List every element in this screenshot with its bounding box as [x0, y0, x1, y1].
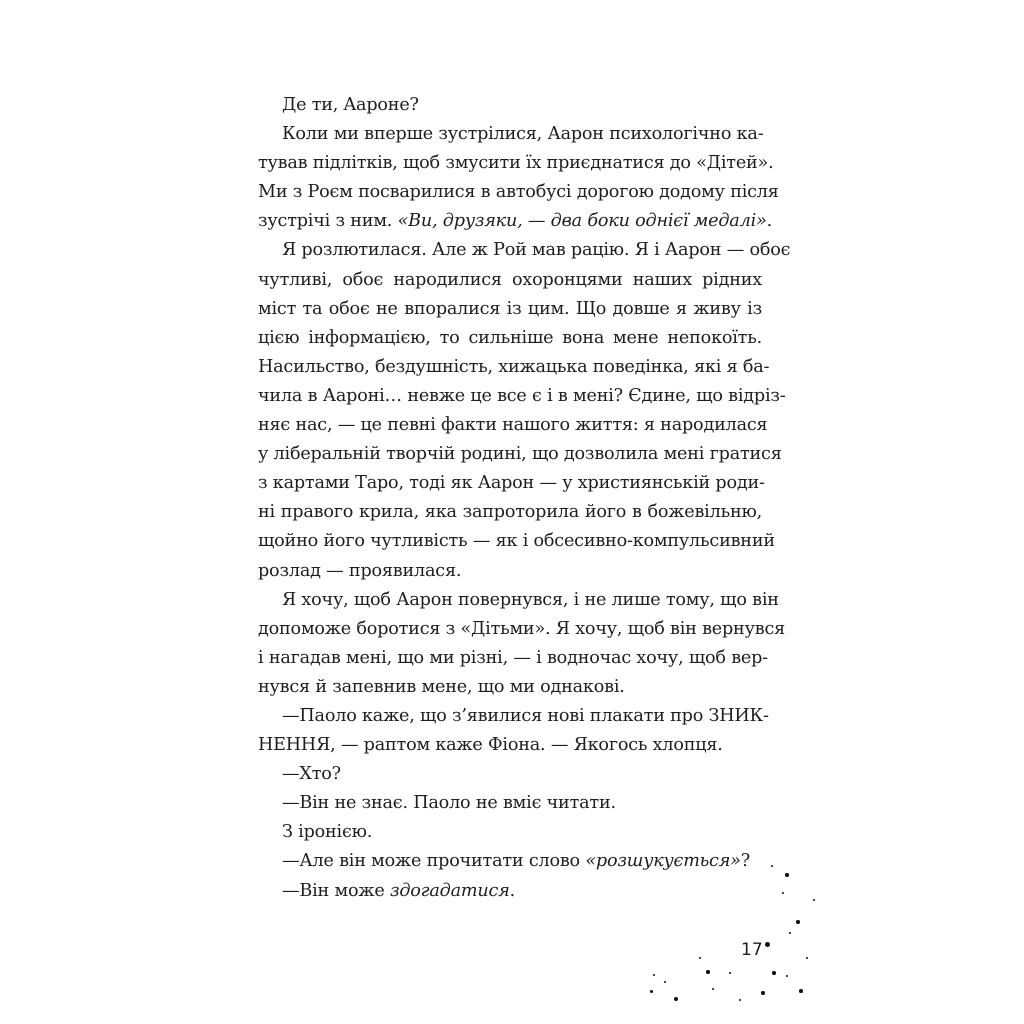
text-span: —Він може [282, 880, 390, 901]
text-span: зустрічі з ним. [258, 211, 398, 232]
text-span: у ліберальній творчій родині, що дозволила мені гратися [258, 444, 782, 465]
text-span: Де ти, Aароне? [282, 95, 419, 115]
text-span: Коли ми вперше зустрілися, Аарон психологічно ка- [282, 124, 764, 145]
dot-icon [785, 873, 789, 877]
text-line [258, 295, 762, 324]
text-span: —Він не знає. Паоло не вміє читати. [282, 793, 616, 814]
dot-icon [699, 957, 701, 959]
text-line [258, 615, 785, 644]
text-span: . [509, 880, 516, 901]
dot-icon [799, 989, 803, 993]
text-line [258, 673, 762, 702]
text-line [258, 469, 765, 498]
page-text [258, 91, 791, 906]
text-span: —Але він може прочитати слово [282, 851, 586, 872]
text-line [258, 411, 768, 440]
text-line [258, 120, 762, 149]
dot-icon [653, 974, 655, 976]
text-line [258, 702, 769, 731]
text-line [258, 236, 791, 265]
text-line [258, 644, 768, 673]
text-span: нувся й запевнив мене, що ми однакові. [258, 676, 625, 697]
text-line [258, 440, 782, 469]
text-line [258, 586, 779, 615]
text-span: Я хочу, щоб Аарон повернувся, і не лише тому, що він [282, 589, 779, 610]
text-span: розлад — проявилася. [258, 560, 462, 581]
text-span: чутливі, обоє народилися охоронцями наших рідних [258, 269, 762, 290]
text-span: міст та обоє не впоралися із цим. Що довше я живу із [258, 298, 762, 319]
dot-icon [712, 988, 714, 990]
text-span: —Хто? [282, 764, 341, 785]
text-line [258, 324, 762, 353]
dot-icon [674, 997, 679, 1002]
text-line [258, 353, 770, 382]
text-span: і нагадав мені, що ми різні, — і водночас хочу, щоб вер- [258, 647, 768, 668]
italic-text: здогадатися [389, 880, 510, 901]
dot-icon [664, 981, 666, 983]
dot-icon [772, 971, 776, 975]
text-line [258, 818, 762, 847]
text-line [258, 207, 772, 236]
dot-icon [650, 990, 653, 993]
dot-icon [729, 972, 731, 974]
text-span: няє нас, — це певні факти нашого життя: я народилася [258, 415, 768, 436]
text-span: НЕННЯ, — раптом каже Фіона. — Якогось хлопця. [258, 735, 723, 756]
italic-text: «розшукується» [585, 851, 741, 872]
text-span: цією інформацією, то сильніше вона мене непокоїть. [258, 327, 762, 348]
text-span: чила в Аароні… невже це все є і в мені? Єдине, що відріз- [258, 385, 786, 406]
dot-icon [806, 957, 808, 959]
text-line [258, 149, 774, 178]
text-span: з картами Таро, тоді як Аарон — у християнській роди- [258, 473, 765, 494]
dot-icon [786, 975, 788, 977]
text-span: ? [740, 851, 750, 872]
text-span: щойно його чутливість — як і обсесивно-компульсивний [258, 531, 775, 552]
text-line [258, 498, 762, 527]
dot-icon [796, 920, 800, 924]
text-line [258, 877, 762, 906]
text-span: ні правого крила, яка запроторила його в божевільню, [258, 502, 762, 523]
text-span: —Паоло каже, що з’явилися нові плакати про ЗНИК- [282, 705, 769, 726]
text-span: . [766, 211, 772, 232]
text-span: З іронією. [282, 822, 373, 843]
dot-icon [789, 932, 791, 934]
text-line [258, 789, 762, 818]
text-span: тував підлітків, щоб змусити їх приєднатися до «Дітей». [258, 153, 774, 174]
text-line [258, 178, 779, 207]
page-number: 17 [741, 940, 763, 960]
text-span: Насильство, бездушність, хижацька поведінка, які я ба- [258, 356, 770, 377]
text-line [258, 91, 762, 120]
dot-icon [782, 892, 784, 894]
text-line [258, 847, 762, 876]
text-line [258, 382, 786, 411]
text-line [258, 527, 775, 556]
text-line [258, 266, 762, 295]
text-span: Ми з Роєм посварилися в автобусі дорогою додому після [258, 182, 779, 203]
dot-icon [761, 991, 765, 995]
text-line [258, 760, 762, 789]
dot-icon [765, 942, 770, 947]
dot-icon [706, 970, 710, 974]
dot-icon [739, 999, 741, 1001]
text-line [258, 731, 762, 760]
dot-icon [813, 899, 815, 901]
text-span: Я розлютилася. Але ж Рой мав рацію. Я і Аарон — обоє [282, 240, 791, 261]
text-line [258, 557, 762, 586]
dot-icon [771, 865, 773, 867]
text-span: допоможе боротися з «Дітьми». Я хочу, щоб він вернувся [258, 618, 785, 639]
italic-text: «Ви, друзяки, — два боки однієї медалі» [397, 211, 767, 232]
